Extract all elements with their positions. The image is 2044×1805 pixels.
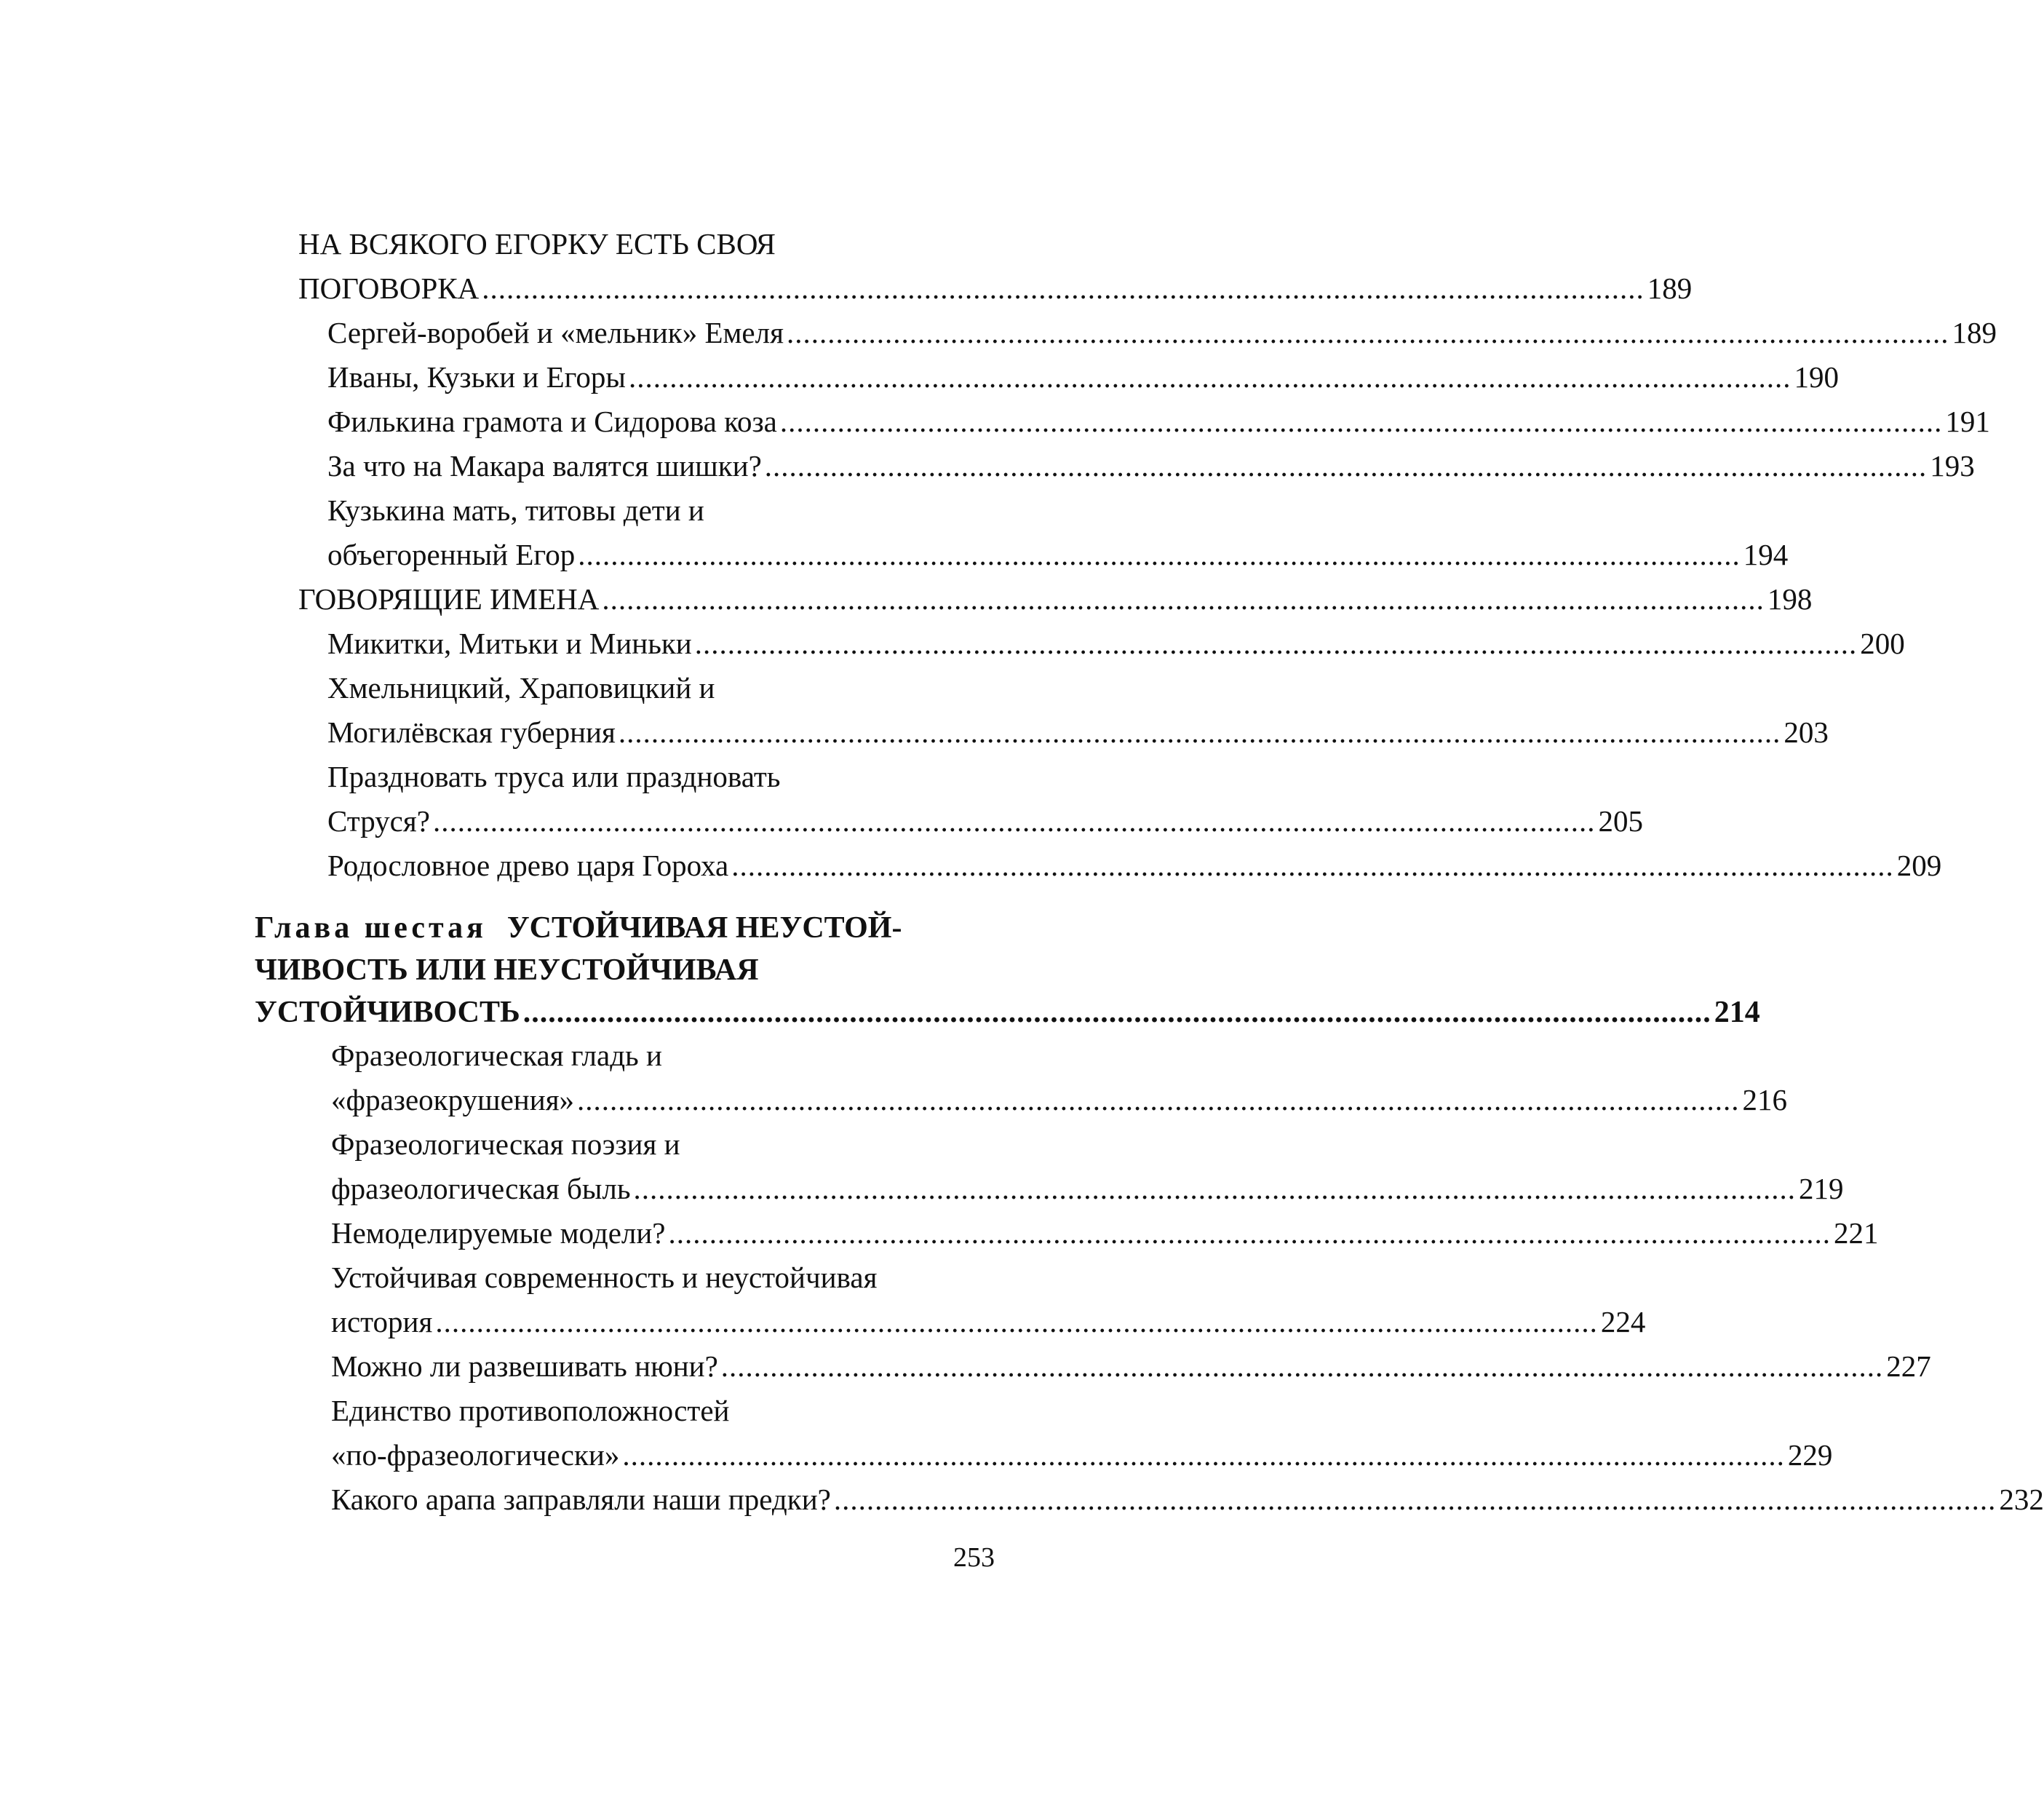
entry-title-line: Фразеологическая гладь и: [331, 1039, 662, 1072]
leader-dots: ..............................................................................................................................................: [435, 1305, 1598, 1338]
section-title: ГОВОРЯЩИЕ ИМЕНА: [298, 582, 600, 616]
leader-dots: ..............................................................................................................................................: [618, 715, 1781, 749]
entry-page: 203: [1783, 715, 1829, 749]
toc-entry: [255, 1167, 1844, 1211]
entry-title: За что на Макара валятся шишки?: [327, 449, 762, 483]
leader-dots: ..............................................................................................................................................: [622, 1438, 1785, 1472]
entry-title-line: Кузькина мать, титовы дети и: [327, 493, 704, 527]
leader-dots: ..............................................................................................................................................: [779, 405, 1943, 438]
toc-entry: [255, 533, 1789, 577]
leader-dots: ..............................................................................................................................................: [731, 849, 1894, 882]
entry-page: 194: [1743, 538, 1789, 571]
toc-entry: [255, 355, 1839, 400]
entry-title: Какого арапа заправляли наши предки?: [331, 1483, 831, 1516]
toc-entry: [255, 400, 1990, 444]
entry-page: 193: [1930, 449, 1975, 483]
table-of-contents: [255, 222, 2044, 1522]
entry-title-line: Устойчивая современность и неустойчивая: [331, 1261, 878, 1294]
toc-entry: [255, 710, 1829, 755]
entry-title: Струся?: [327, 804, 430, 838]
chapter-title-line: ЧИВОСТЬ ИЛИ НЕУСТОЙЧИВАЯ: [255, 953, 759, 987]
entry-page: 214: [1714, 996, 1760, 1029]
toc-entry: [255, 622, 1905, 666]
toc-entry: [255, 266, 1693, 311]
leader-dots: ..............................................................................................................................................: [482, 271, 1645, 305]
toc-entry: [255, 311, 1997, 355]
toc-entry: [255, 444, 1975, 488]
leader-dots: ..............................................................................................................................................: [694, 627, 1858, 660]
entry-page: 198: [1767, 582, 1813, 616]
entry-title: объегоренный Егор: [327, 538, 576, 571]
entry-title-line: Фразеологическая поэзия и: [331, 1127, 680, 1161]
entry-page: 209: [1896, 849, 1942, 882]
entry-title: «по-фразеологически»: [331, 1438, 620, 1472]
toc-entry: [255, 1344, 1931, 1389]
entry-page: 221: [1834, 1216, 1879, 1250]
entry-page: 224: [1600, 1305, 1646, 1338]
entry-title: Немоделируемые модели?: [331, 1216, 666, 1250]
entry-title: Могилёвская губерния: [327, 715, 616, 749]
entry-title: Филькина грамота и Сидорова коза: [327, 405, 777, 438]
entry-page: 200: [1860, 627, 1905, 660]
toc-entry: [255, 577, 1813, 622]
entry-title-line: Единство противоположностей: [331, 1394, 730, 1427]
toc-entry: [255, 844, 1942, 888]
section-title: НА ВСЯКОГО ЕГОРКУ ЕСТЬ СВОЯ: [298, 227, 776, 261]
entry-title: Микитки, Митьки и Миньки: [327, 627, 692, 660]
entry-title: фразеологическая быль: [331, 1172, 631, 1205]
page-number: 253: [953, 1542, 995, 1573]
chapter-title: УСТОЙЧИВАЯ НЕУСТОЙ-: [506, 911, 902, 945]
entry-title: Можно ли развешивать нюни?: [331, 1349, 718, 1383]
toc-entry: [255, 1211, 1879, 1255]
toc-entry: [255, 991, 1760, 1034]
leader-dots: ..............................................................................................................................................: [833, 1483, 1997, 1516]
entry-page: 219: [1799, 1172, 1844, 1205]
chapter-title: УСТОЙЧИВОСТЬ: [255, 996, 520, 1029]
entry-page: 229: [1787, 1438, 1833, 1472]
leader-dots: ..............................................................................................................................................: [633, 1172, 1797, 1205]
entry-title: история: [331, 1305, 433, 1338]
leader-dots: ..............................................................................................................................................: [764, 449, 1928, 483]
leader-dots: ..............................................................................................................................................: [628, 360, 1792, 394]
leader-dots: ..............................................................................................................................................: [720, 1349, 1884, 1383]
entry-title-line: Праздновать труса или праздновать: [327, 760, 781, 793]
entry-title: «фразеокрушения»: [331, 1083, 575, 1116]
entry-title: Родословное древо царя Гороха: [327, 849, 729, 882]
entry-title-line: Хмельницкий, Храповицкий и: [327, 671, 715, 705]
entry-page: 205: [1598, 804, 1643, 838]
toc-entry: [255, 1477, 2044, 1522]
entry-page: 232: [1999, 1483, 2044, 1516]
leader-dots: ..............................................................................................................................................: [522, 996, 1711, 1029]
toc-entry: [255, 1433, 1833, 1477]
entry-page: 190: [1794, 360, 1839, 394]
chapter-label: Глава шестая: [255, 911, 487, 945]
toc-entry: [255, 1078, 1788, 1122]
leader-dots: ..............................................................................................................................................: [577, 1083, 1740, 1116]
entry-title: Сергей-воробей и «мельник» Емеля: [327, 316, 784, 349]
toc-entry: [255, 799, 1643, 844]
entry-page: 216: [1742, 1083, 1788, 1116]
entry-page: 189: [1952, 316, 1997, 349]
entry-page: 189: [1647, 271, 1693, 305]
leader-dots: ..............................................................................................................................................: [432, 804, 1596, 838]
leader-dots: ..............................................................................................................................................: [668, 1216, 1832, 1250]
entry-title: ПОГОВОРКА: [298, 271, 480, 305]
entry-page: 227: [1886, 1349, 1931, 1383]
leader-dots: ..............................................................................................................................................: [602, 582, 1765, 616]
leader-dots: ..............................................................................................................................................: [578, 538, 1741, 571]
toc-entry: [255, 1300, 1646, 1344]
entry-page: 191: [1945, 405, 1990, 438]
chapter-heading: [255, 907, 1760, 1034]
leader-dots: ..............................................................................................................................................: [786, 316, 1949, 349]
entry-title: Иваны, Кузьки и Егоры: [327, 360, 626, 394]
chapter-title-line: [255, 907, 1015, 949]
